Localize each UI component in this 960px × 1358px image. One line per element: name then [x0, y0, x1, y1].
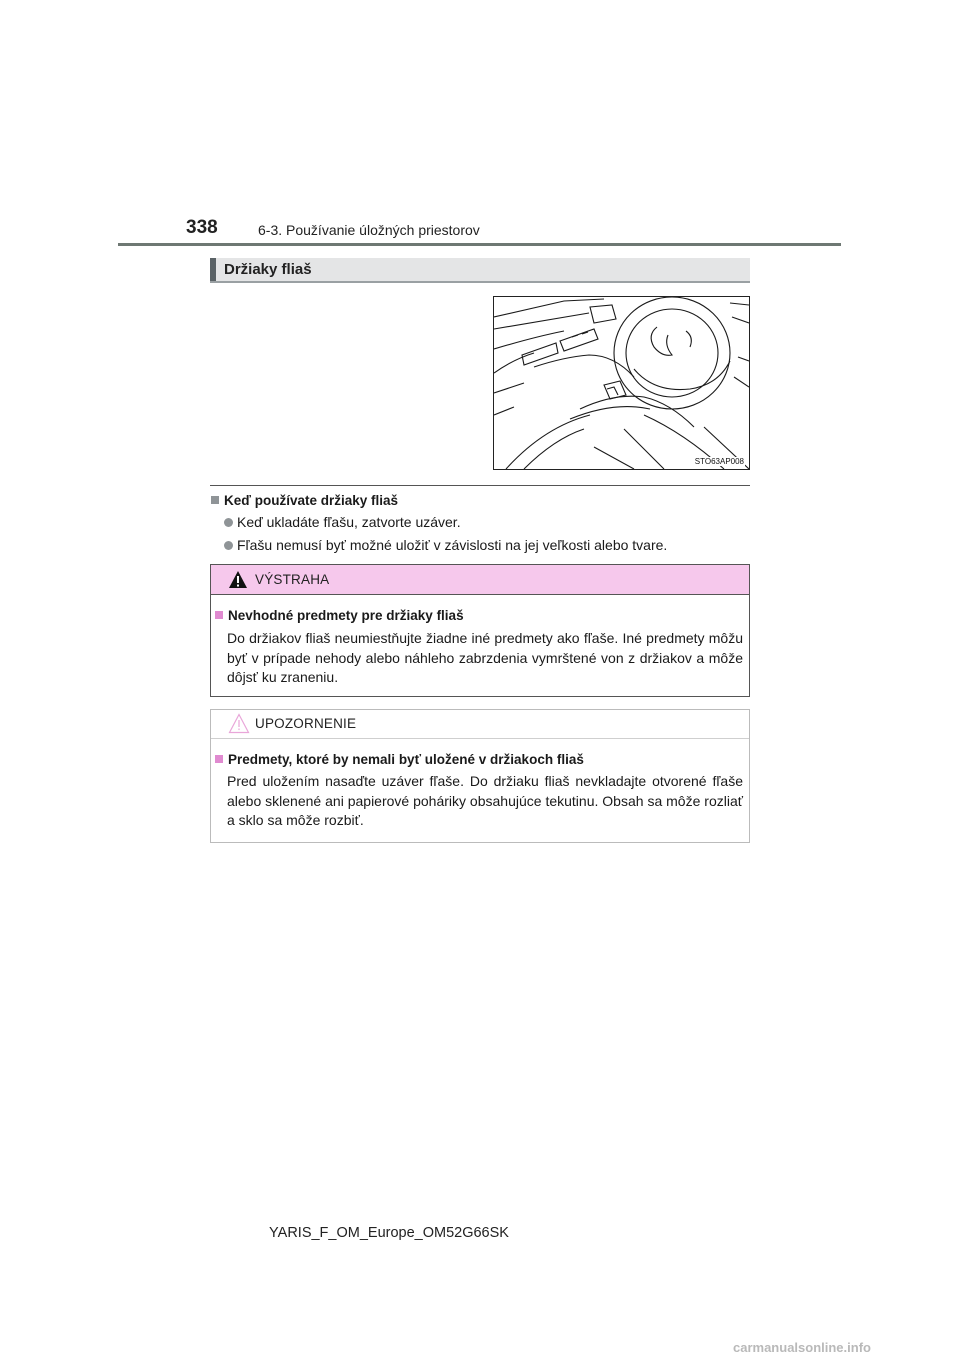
caution-box: [210, 709, 750, 843]
caution-body: Pred uložením nasaďte uzáver fľaše. Do držiaku fliaš nevkladajte otvorené fľaše alebo sklenené ani papierové poháriky obsahujúce tekutinu. Obsah sa môže rozliať a sklo sa môže rozbiť.: [227, 773, 743, 828]
section-title: 6-3. Používanie úložných priestorov: [258, 222, 480, 238]
footer-doc-code: [0, 1225, 960, 1241]
list-item-text: Fľašu nemusí byť možné uložiť v závislosti na jej veľkosti alebo tvare.: [237, 537, 668, 553]
watermark: carmanualsonline.info: [733, 1340, 871, 1355]
note-heading-text: Keď používate držiaky fliaš: [224, 493, 399, 508]
warning-box: [210, 564, 750, 697]
warning-triangle-icon: [228, 570, 248, 589]
warning-body: Do držiakov fliaš neumiestňujte žiadne iné predmety ako fľaše. Iné predmety môžu byť v prípade nehody alebo náhleho zabrzdenia vymrštené von z držiakov a môže dôjsť ku zraneniu.: [227, 630, 743, 685]
list-item-text: Keď ukladáte fľašu, zatvorte uzáver.: [237, 514, 461, 530]
list-item: [224, 537, 667, 553]
list-item: [224, 514, 461, 530]
square-bullet-icon: [215, 611, 223, 619]
section-heading-text: Držiaky fliaš: [224, 261, 312, 278]
caution-title-text: Predmety, ktoré by nemali byť uložené v držiakoch fliaš: [228, 752, 584, 767]
content-divider: [210, 485, 750, 486]
caution-title: [215, 752, 584, 767]
caution-label: UPOZORNENIE: [255, 716, 357, 731]
warning-label: VÝSTRAHA: [255, 572, 330, 587]
header-rule: [118, 243, 841, 246]
page-number: 338: [186, 217, 218, 238]
section-heading: [210, 258, 750, 283]
warning-header: [211, 565, 749, 595]
dashboard-drawing: [494, 297, 749, 469]
warning-title-text: Nevhodné predmety pre držiaky fliaš: [228, 608, 464, 623]
square-bullet-icon: [211, 496, 219, 504]
footer-doc-code-text: YARIS_F_OM_Europe_OM52G66SK: [269, 1225, 509, 1241]
warning-title: [215, 608, 464, 623]
note-heading: [211, 493, 398, 508]
caution-triangle-icon: [228, 713, 250, 734]
round-bullet-icon: [224, 541, 233, 550]
square-bullet-icon: [215, 755, 223, 763]
bottle-holder-illustration: [493, 296, 750, 470]
illustration-code: STO63AP008: [694, 457, 744, 466]
section-heading-bar: [210, 258, 216, 281]
round-bullet-icon: [224, 518, 233, 527]
caution-header: [211, 710, 749, 739]
